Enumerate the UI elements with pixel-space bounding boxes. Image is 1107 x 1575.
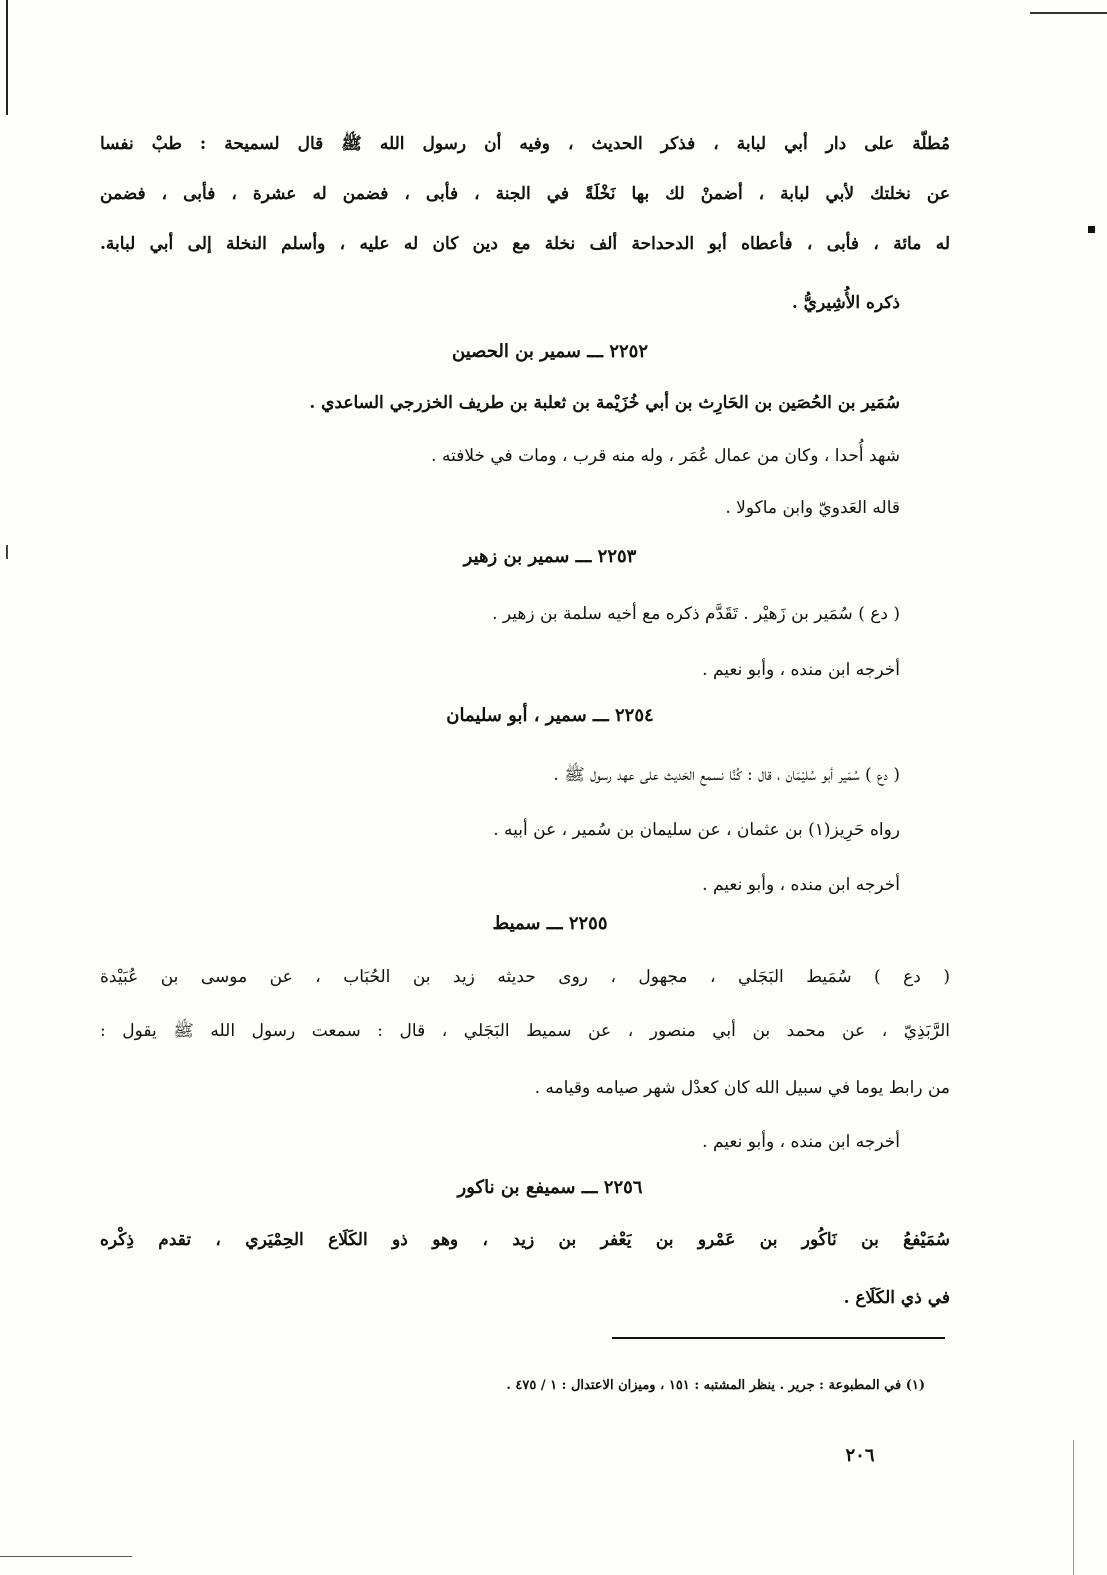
body-line: أخرجه ابن منده ، وأبو نعيم . [702, 1132, 900, 1152]
body-line: الرَّبَذِيّ ، عن محمد بن أبي منصور ، عن سميط البَجَلي ، قال : سمعت رسول الله ﷺ يقول : [100, 1021, 950, 1041]
entry-heading: ٢٢٥٥ ـــ سميط [492, 913, 608, 934]
scan-edge-line [1030, 12, 1107, 14]
body-line: سُمَير بن الحُصَين بن الحَارِث بن أبي خُزَيْمة بن ثعلبة بن طريف الخزرجي الساعدي . [309, 393, 900, 413]
body-line: رواه حَرِيز(١) بن عثمان ، عن سليمان بن سُمير ، عن أبيه . [493, 820, 900, 840]
body-line: قاله العَدويّ وابن ماكولا . [725, 498, 900, 518]
body-line: عن نخلتك لأبي لبابة ، أضمنْ لك بها نَخْلَةً في الجنة ، فأبى ، فضمن له عشرة ، فأبى ، فضمن [100, 184, 950, 204]
body-line: في ذي الكَلَاع . [843, 1288, 950, 1308]
body-line: شهد أُحدا ، وكان من عمال عُمَر ، وله منه قرب ، ومات في خلافته . [431, 446, 900, 466]
body-line: ( دع ) سُمَير أبو سُليْمَان ، قال : كُنَّا نسمع الحَديث على عهد رسول ﷺ . [553, 765, 900, 785]
body-line: له مائة ، فأبى ، فأعطاه أبو الدحداحة ألف نخلة مع دين كان له عليه ، وأسلم النخلة إلى أبي لبابة. [100, 234, 950, 254]
body-line: أخرجه ابن منده ، وأبو نعيم . [702, 875, 900, 895]
body-line: أخرجه ابن منده ، وأبو نعيم . [702, 660, 900, 680]
footnote-separator [612, 1337, 945, 1339]
body-line: من رابط يوما في سبيل الله كان كعدْل شهر صيامه وقيامه . [534, 1078, 950, 1098]
body-line: سُمَيْفعُ بن نَاكُور بن عَمْرو بن يَعْفر بن زيد ، وهو ذو الكَلَاع الحِمْيَري ، تقدم ذِكْره [100, 1230, 950, 1250]
entry-heading: ٢٢٥٣ ـــ سمير بن زهير [463, 546, 637, 567]
scan-edge-line [0, 1556, 132, 1557]
scan-edge-line [6, 0, 8, 115]
body-line: ( دع ) سُمَيط البَجَلي ، مجهول ، روى حديثه زيد بن الحُبَاب ، عن موسى بن عُبَيْدة [100, 967, 950, 987]
body-line: مُطلّة على دار أبي لبابة ، فذكر الحديث ، وفيه أن رسول الله ﷺ قال لسميحة : طبْ نفسا [100, 134, 950, 154]
body-line: ذكره الأُشِيريُّ . [791, 293, 900, 313]
body-line: ( دع ) سُمَير بن زَهيْر . تَقَدَّم ذكره مع أخيه سلمة بن زهير . [492, 604, 900, 624]
entry-heading: ٢٢٥٢ ـــ سمير بن الحصين [452, 341, 648, 362]
footnote: (١) في المطبوعة : جرير . ينظر المشتبه : ١٥١ ، وميزان الاعتدال : ١ / ٤٧٥ . [506, 1378, 925, 1393]
entry-heading: ٢٢٥٤ ـــ سمير ، أبو سليمان [446, 705, 654, 726]
scan-speck [1088, 226, 1095, 233]
scan-edge-line [1073, 1440, 1074, 1575]
page-number: ٢٠٦ [845, 1445, 875, 1466]
scan-speck [6, 545, 8, 559]
entry-heading: ٢٢٥٦ ـــ سميفع بن ناكور [457, 1177, 643, 1198]
